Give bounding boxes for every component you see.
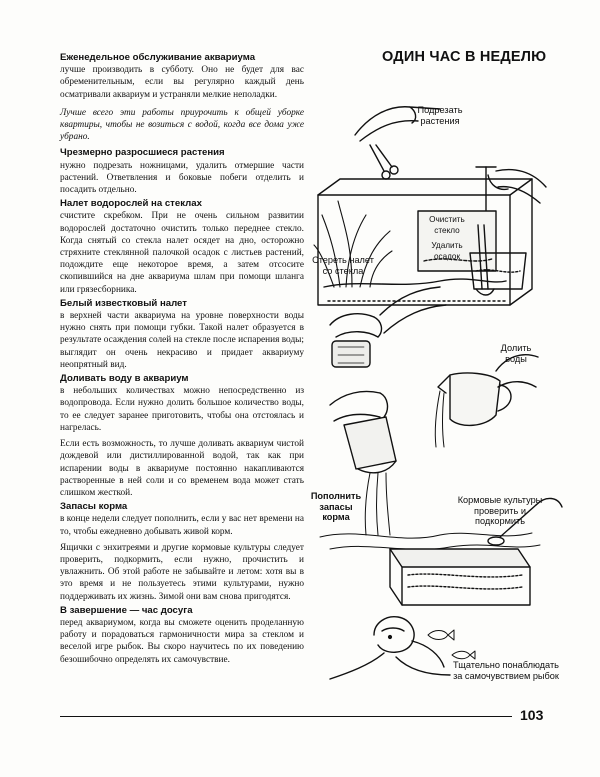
observed-fish-icon — [428, 630, 475, 659]
caption-remove-sediment: Удалить осадок — [431, 241, 463, 261]
section-paragraph: перед аквариумом, когда вы сможете оценить проделанную работу и порадоваться гармоничности мира за стеклом и веселой игре рыбок. Вы скоро научитесь по их поведению безошибочно определять их самочувствие. — [60, 617, 304, 665]
intro-body: лучше производить в субботу. Оно не будет для вас обременительным, если вы регулярно каждый день осматривали аквариум и устраняли мелкие неполадки. — [60, 65, 304, 100]
intro-title: Еженедельное обслуживание аквариума — [60, 52, 256, 63]
footer-rule — [60, 716, 512, 717]
caption-trim-plants: Подрезать растения — [417, 105, 463, 126]
sponge-arm-icon — [380, 287, 446, 333]
section-algae — [60, 198, 304, 296]
sponge-hand-icon — [330, 314, 381, 367]
section-top-up-water — [60, 373, 304, 499]
section-title: Налет водорослей на стеклах — [60, 198, 202, 210]
caption-top-up-water: Долить воды — [500, 343, 532, 364]
section-lime-deposit — [60, 298, 304, 371]
caption-refill-food: Пополнить запасы корма — [310, 491, 362, 522]
maintenance-illustration — [300, 75, 570, 715]
section-paragraph: счистите скребком. При не очень сильном развитии водорослей достаточно очистить только переднее стекло. Когда снятый со стекла налет осядет на дно, осторожно стряхните стеклянной палочкой осадок с листьев растений, подождите еще некоторое время, а затем отсосите скопившийся на дне аквариума шлам при помощи шланга или грязесборника. — [60, 211, 304, 295]
section-trim-plants — [60, 147, 304, 196]
page-heading: ОДИН ЧАС В НЕДЕЛЮ — [382, 49, 547, 65]
caption-food-cultures: Кормовые культуры проверить и подкормить — [457, 495, 543, 526]
water-surface-icon — [320, 533, 540, 550]
section-paragraph: Ящички с энхитреями и другие кормовые культуры следует проверить, подкормить, если нужно, прочистить и увлажнить. Об этой работе не забывайте и летом: хотя вы в это время и не пользуетесь этими культурами, нужно поддерживать их жизнь. Зимой они вам снова пригодятся. — [60, 542, 304, 602]
section-paragraph: в небольших количествах можно непосредственно из водопровода. Если нужно долить большое количество воды, то ее следует заранее приготовить, чтобы она отстоялась и нагрелась. — [60, 386, 304, 433]
section-title: Белый известковый налет — [60, 297, 187, 309]
water-jug-icon — [438, 373, 511, 425]
section-paragraph: в верхней части аквариума на уровне поверхности воды нужно снять при помощи губки. Такой налет образуется в результате осаждения солей на стекле после испарения воды; выглядит он очень некрасиво и придает аквариуму неопрятный вид. — [60, 311, 304, 370]
observer-person-icon — [330, 617, 450, 679]
section-title: Запасы корма — [60, 501, 128, 513]
caption-wipe-deposit: Стереть налет со стекла — [312, 255, 374, 276]
page-number: 103 — [520, 707, 544, 723]
caption-watch-fish: Тщательно понаблюдать за самочувствием рыбок — [453, 660, 559, 681]
pouring-hand-icon — [330, 392, 396, 473]
scraper-hand-icon — [476, 167, 546, 215]
section-paragraph: Если есть возможность, то лучше доливать аквариум чистой дождевой или дистиллированной водой, так как при испарении воды в аквариуме постоянно накапливаются растворенные в ней соли и со временем вода может стать слишком жесткой. — [60, 439, 304, 498]
section-title: В завершение — час досуга — [60, 604, 193, 616]
section-title: Доливать воду в аквариум — [60, 373, 189, 385]
section-leisure — [60, 605, 304, 666]
section-paragraph: в конце недели следует пополнить, если у вас нет времени на то, чтобы ежедневно добывать живой корм. — [60, 514, 304, 537]
section-title: Чрезмерно разросшиеся растения — [60, 147, 225, 159]
intro-tip: Лучше всего эти работы приурочить к общей уборке квартиры, чтобы не возиться с водой, когда все дома уже убрано. — [60, 107, 304, 143]
section-food-stock — [60, 501, 304, 603]
water-stream-icon — [435, 391, 444, 447]
food-culture-box-icon — [390, 549, 530, 605]
caption-clean-glass: Очистить стекло — [429, 215, 465, 235]
text-column — [60, 50, 304, 666]
section-paragraph: нужно подрезать ножницами, удалить отмершие части растений. Ответвления и боковые побеги отделить и посадить отдельно. — [60, 160, 304, 196]
illustration-drawing — [300, 75, 570, 715]
